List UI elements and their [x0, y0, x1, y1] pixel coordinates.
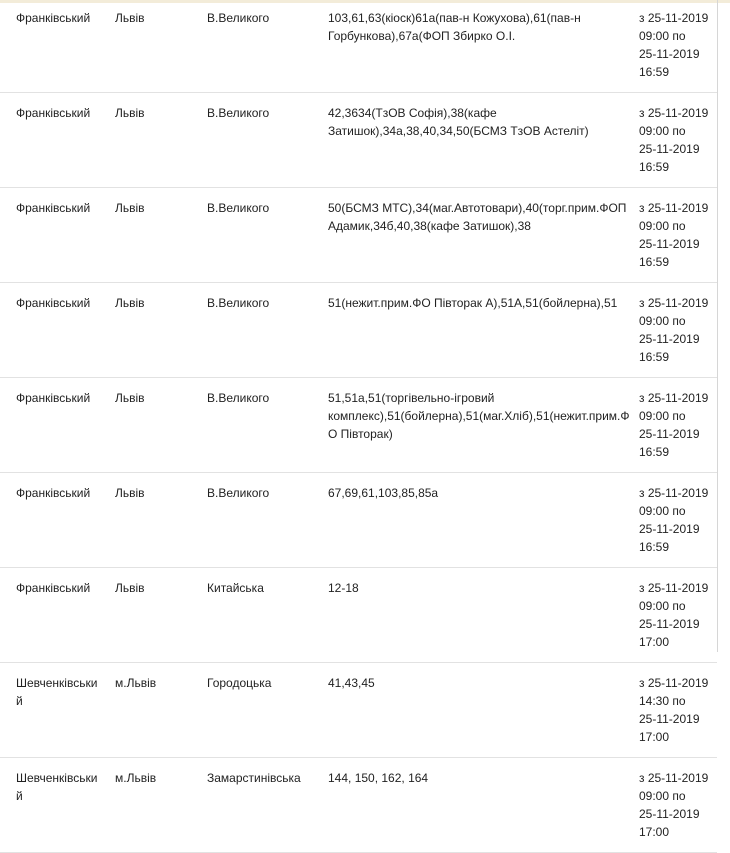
district-cell: Шевченківський [0, 758, 99, 853]
table-row [0, 663, 717, 758]
period-start: з 25-11-2019 09:00 по [639, 581, 709, 613]
city-cell: Львів [99, 188, 193, 283]
table-row [0, 283, 717, 378]
street-cell: В.Великого [193, 283, 314, 378]
street-cell: В.Великого [193, 473, 314, 568]
city-cell: Львів [99, 0, 193, 93]
period-start: з 25-11-2019 09:00 по [639, 296, 709, 328]
houses-cell: 50(БСМЗ МТС),34(маг.Автотовари),40(торг.прим.ФОП Адамик,34б,40,38(кафе Затишок),38 [314, 188, 636, 283]
houses-cell: 12-18 [314, 568, 636, 663]
city-cell: Львів [99, 378, 193, 473]
period-end: 25-11-2019 16:59 [639, 332, 700, 364]
period-start: з 25-11-2019 09:00 по [639, 106, 709, 138]
street-cell: Китайська [193, 568, 314, 663]
district-cell: Франківський [0, 378, 99, 473]
period-cell [636, 568, 717, 663]
houses-cell: 67,69,61,103,85,85а [314, 473, 636, 568]
city-cell: м.Львів [99, 663, 193, 758]
district-cell: Франківський [0, 93, 99, 188]
city-cell: Львів [99, 473, 193, 568]
table-row [0, 378, 717, 473]
houses-cell: 51,51а,51(торгівельно-ігровий комплекс),51(бойлерна),51(маг.Хліб),51(нежит.прим.ФО Півторак) [314, 378, 636, 473]
period-end: 25-11-2019 16:59 [639, 142, 700, 174]
district-cell: Шевченківський [0, 663, 99, 758]
period-start: з 25-11-2019 09:00 по [639, 11, 709, 43]
city-cell: Львів [99, 93, 193, 188]
district-cell: Франківський [0, 568, 99, 663]
period-end: 25-11-2019 17:00 [639, 712, 700, 744]
period-start: з 25-11-2019 14:30 по [639, 676, 709, 708]
table-row [0, 758, 717, 853]
city-cell: м.Львів [99, 758, 193, 853]
city-cell: Львів [99, 568, 193, 663]
period-start: з 25-11-2019 09:00 по [639, 486, 709, 518]
period-start: з 25-11-2019 09:00 по [639, 391, 709, 423]
period-end: 25-11-2019 16:59 [639, 522, 700, 554]
period-start: з 25-11-2019 09:00 по [639, 771, 709, 803]
houses-cell: 42,3634(ТзОВ Софія),38(кафе Затишок),34а,38,40,34,50(БСМЗ ТзОВ Астеліт) [314, 93, 636, 188]
street-cell: Городоцька [193, 663, 314, 758]
district-cell: Франківський [0, 473, 99, 568]
period-cell [636, 473, 717, 568]
period-cell [636, 93, 717, 188]
houses-cell: 144, 150, 162, 164 [314, 758, 636, 853]
period-end: 25-11-2019 16:59 [639, 237, 700, 269]
street-cell: В.Великого [193, 0, 314, 93]
district-cell: Франківський [0, 188, 99, 283]
period-end: 25-11-2019 16:59 [639, 47, 700, 79]
houses-cell: 51(нежит.прим.ФО Півторак А),51А,51(бойлерна),51 [314, 283, 636, 378]
houses-cell: 41,43,45 [314, 663, 636, 758]
period-cell [636, 758, 717, 853]
period-cell [636, 0, 717, 93]
street-cell: В.Великого [193, 378, 314, 473]
street-cell: Замарстинівська [193, 758, 314, 853]
table-row [0, 473, 717, 568]
period-cell [636, 283, 717, 378]
table-row [0, 93, 717, 188]
city-cell: Львів [99, 283, 193, 378]
period-cell [636, 663, 717, 758]
district-cell: Франківський [0, 0, 99, 93]
houses-cell: 103,61,63(кіоск)61а(пав-н Кожухова),61(пав-н Горбункова),67а(ФОП Збирко О.І. [314, 0, 636, 93]
period-end: 25-11-2019 16:59 [639, 427, 700, 459]
table-row [0, 0, 717, 93]
period-cell [636, 188, 717, 283]
period-end: 25-11-2019 17:00 [639, 617, 700, 649]
period-start: з 25-11-2019 09:00 по [639, 201, 709, 233]
table-row [0, 188, 717, 283]
district-cell: Франківський [0, 283, 99, 378]
content-right-border [717, 0, 718, 652]
period-end: 25-11-2019 17:00 [639, 807, 700, 839]
period-cell [636, 378, 717, 473]
street-cell: В.Великого [193, 93, 314, 188]
street-cell: В.Великого [193, 188, 314, 283]
table-row [0, 568, 717, 663]
